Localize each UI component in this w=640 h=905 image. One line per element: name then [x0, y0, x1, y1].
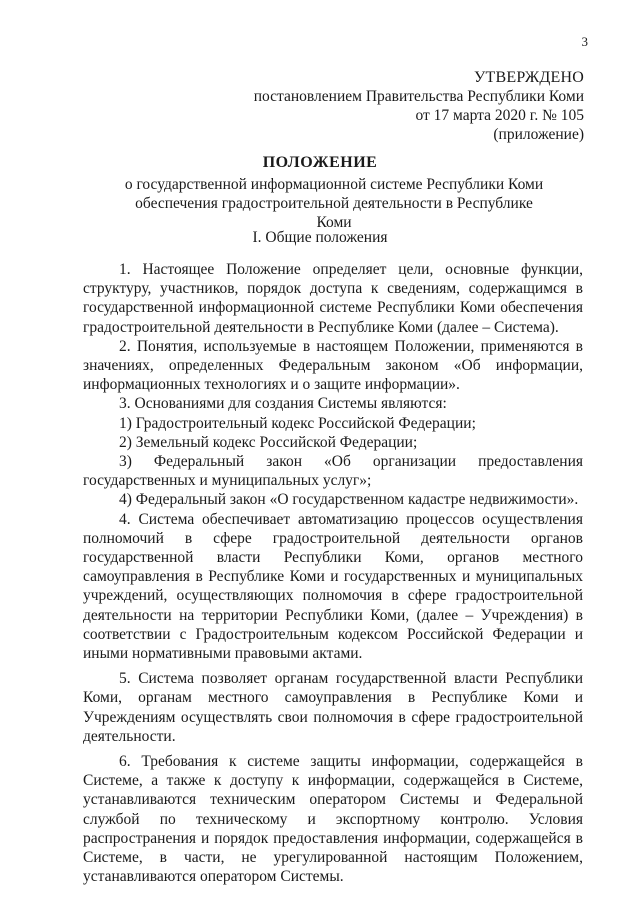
paragraph-1: 1. Настоящее Положение определяет цели, основные функции, структуру, участников, порядок доступа к сведениям, содержащимся в государственной информационной системе Республики Коми обеспечения градостроительной деятельности в Республике Коми (далее – Система). — [83, 261, 583, 336]
approval-stamp: УТВЕРЖДЕНО — [473, 69, 584, 86]
approval-block — [254, 68, 584, 144]
body-text — [83, 260, 583, 887]
list-item-2: 2) Земельный кодекс Российской Федерации; — [119, 433, 418, 451]
list-item-3: 3) Федеральный закон «Об организации предоставления государственных и муниципальных услуг»; — [83, 453, 583, 490]
paragraph-3: 3. Основаниями для создания Системы являются: — [119, 395, 447, 413]
document-title: ПОЛОЖЕНИЕ — [262, 154, 378, 171]
approval-line-3: (приложение) — [493, 126, 584, 143]
approval-line-2: от 17 марта 2020 г. № 105 — [415, 107, 584, 124]
paragraph-4: 4. Система обеспечивает автоматизацию процессов осуществления полномочий в сфере градостроительной деятельности органов государственной власти Республики Коми, органов местного самоуправления в Республике Коми и государственных и муниципальных учреждений, осуществляющих полномочия в сфере градостроительной деятельности на территории Республики Коми, (далее – Учреждения) в соответствии с Градостроительным кодексом Российской Федерации и иными нормативными правовыми актами. — [83, 510, 583, 663]
section-heading: I. Общие положения — [252, 229, 388, 246]
list-item-4: 4) Федеральный закон «О государственном кадастре недвижимости». — [119, 491, 579, 509]
paragraph-5: 5. Система позволяет органам государственной власти Республики Коми, органам местного самоуправления в Республике Коми и Учреждениям осуществлять свои полномочия в сфере градостроительной деятельности. — [83, 670, 583, 745]
paragraph-6: 6. Требования к системе защиты информации, содержащейся в Системе, а также к доступу к информации, содержащейся в Системе, устанавливаются техническим оператором Системы и Федеральной службой по техническому и экспортному контролю. Условия распространения и порядок предоставления информации, содержащейся в Системе, в части, не урегулированной настоящим Положением, устанавливаются оператором Системы. — [83, 753, 583, 886]
list-item-1: 1) Градостроительный кодекс Российской Федерации; — [119, 414, 476, 432]
paragraph-2: 2. Понятия, используемые в настоящем Положении, применяются в значениях, определенных Федеральным законом «Об информации, информационных технологиях и о защите информации». — [83, 337, 583, 394]
document-subtitle: о государственной информационной системе Республики Коми обеспечения градостроительной деятельности в Республике Коми — [124, 176, 544, 231]
page-number: 3 — [581, 34, 588, 49]
approval-line-1: постановлением Правительства Республики Коми — [253, 88, 584, 105]
